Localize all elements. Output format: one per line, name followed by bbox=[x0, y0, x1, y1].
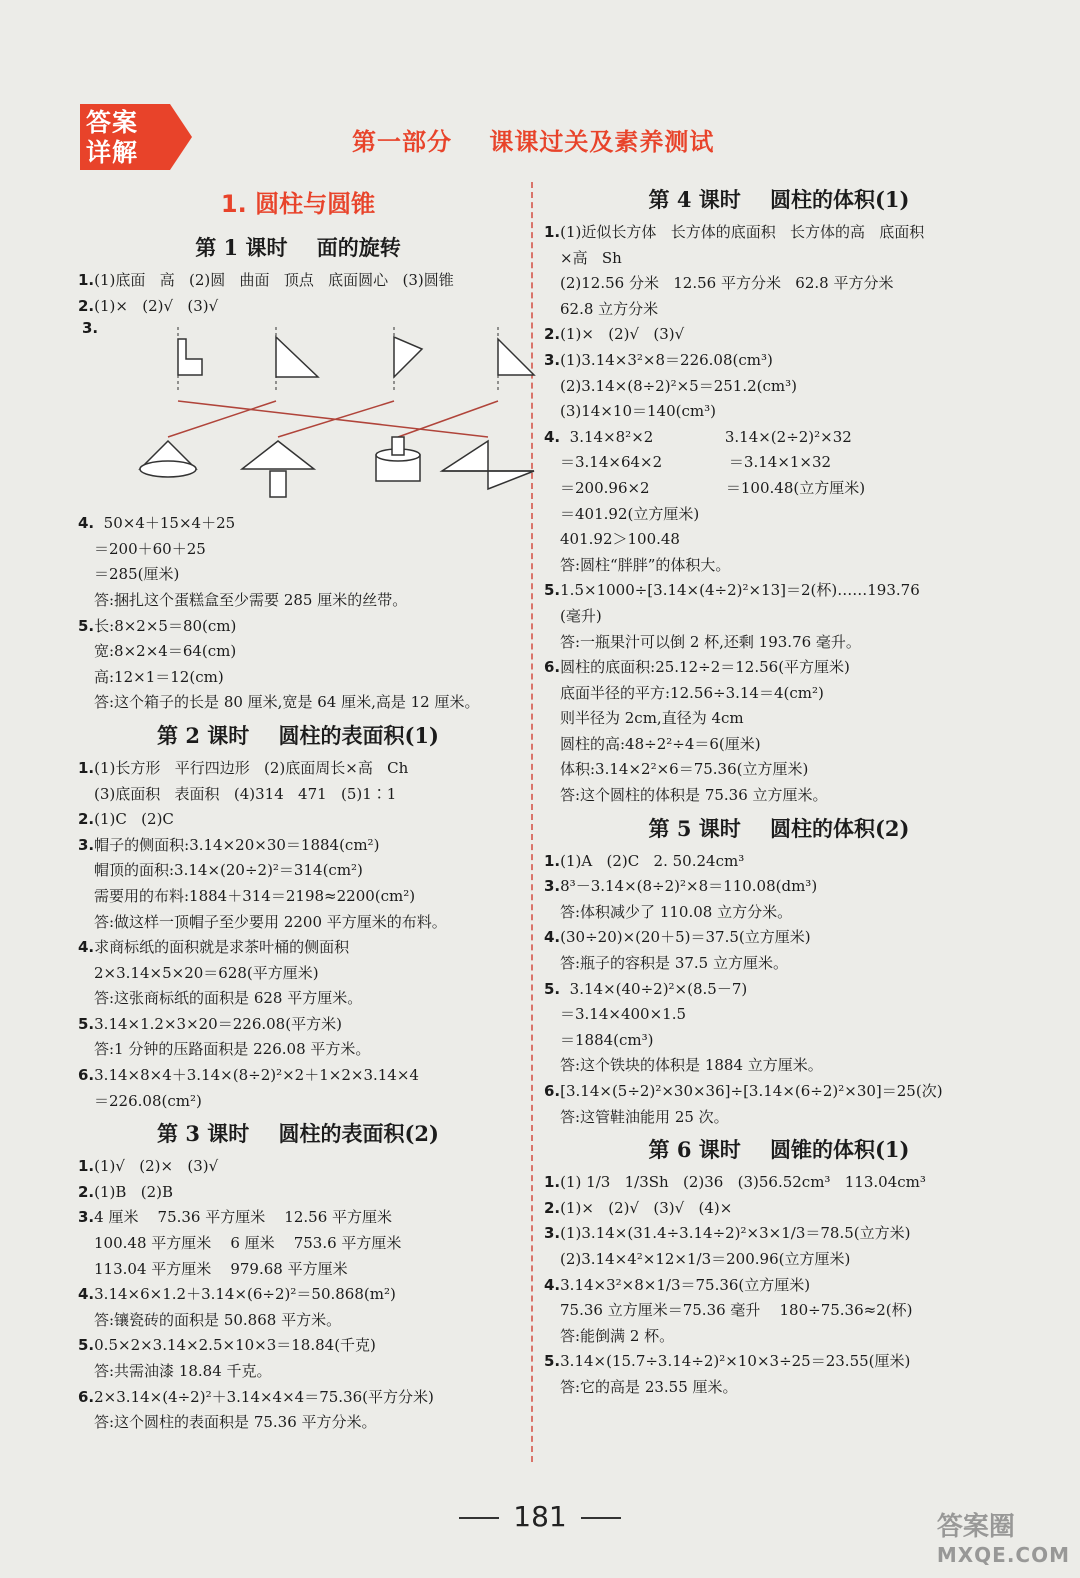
answer-text: 2×3.14×(4÷2)²＋3.14×4×4＝75.36(平方分米) bbox=[94, 1387, 434, 1406]
answer-continuation bbox=[78, 690, 518, 716]
answer-text: (1)× (2)√ (3)√ (4)× bbox=[560, 1198, 733, 1217]
answer-text: 答:共需油漆 18.84 千克。 bbox=[94, 1362, 272, 1380]
badge-line-1: 答案 bbox=[86, 108, 139, 137]
answer-continuation bbox=[78, 1089, 518, 1115]
answer-text: 答:这管鞋油能用 25 次。 bbox=[560, 1107, 729, 1126]
question-number: 3. bbox=[78, 835, 95, 854]
question-number: 5. bbox=[544, 979, 561, 998]
answer-text: 8³－3.14×(8÷2)²×8＝110.08(dm³) bbox=[560, 877, 818, 896]
answer-continuation bbox=[544, 783, 1014, 809]
answer-line bbox=[544, 348, 1014, 374]
mushroom-stem bbox=[270, 471, 286, 497]
answer-continuation bbox=[544, 271, 1014, 297]
answer-continuation bbox=[544, 1324, 1014, 1350]
answer-text: ＝226.08(cm²) bbox=[94, 1091, 202, 1110]
answer-line bbox=[78, 935, 518, 961]
answer-text: 答:瓶子的容积是 37.5 立方厘米。 bbox=[560, 954, 788, 973]
answer-text: [3.14×(5÷2)²×30×36]÷[3.14×(6÷2)²×30]＝25(次) bbox=[560, 1082, 943, 1100]
answer-continuation bbox=[78, 782, 518, 808]
question-number: 5. bbox=[78, 1336, 95, 1355]
question-number: 5. bbox=[78, 1014, 95, 1033]
answer-continuation bbox=[544, 1028, 1014, 1054]
question-number: 5. bbox=[544, 581, 561, 600]
answer-continuation bbox=[544, 399, 1014, 425]
answer-text: ＝200＋60＋25 bbox=[94, 539, 206, 558]
l-shape-plane bbox=[178, 339, 202, 375]
answer-text: ＝200.96×2 ＝100.48(立方厘米) bbox=[560, 478, 866, 497]
answer-line bbox=[78, 294, 518, 320]
page-number-row bbox=[0, 1500, 1080, 1533]
answer-line bbox=[78, 1385, 518, 1411]
answer-line bbox=[78, 1205, 518, 1231]
answer-line bbox=[78, 756, 518, 782]
answer-continuation bbox=[544, 374, 1014, 400]
answer-text: 则半径为 2cm,直径为 4cm bbox=[560, 709, 744, 728]
answer-text: (1)C (2)C bbox=[94, 810, 174, 829]
answer-continuation bbox=[78, 1359, 518, 1385]
answer-line bbox=[544, 1196, 1014, 1222]
answer-line bbox=[544, 849, 1014, 875]
answer-text: (2)3.14×4²×12×1/3＝200.96(立方厘米) bbox=[560, 1249, 851, 1268]
question-number: 1. bbox=[78, 758, 95, 777]
answer-continuation bbox=[544, 630, 1014, 656]
answer-text: 宽:8×2×4＝64(cm) bbox=[94, 642, 237, 661]
answer-line bbox=[78, 268, 518, 294]
answer-line bbox=[544, 1079, 1014, 1105]
answer-text: (1)A (2)C 2. 50.24cm³ bbox=[560, 851, 745, 870]
question-number: 6. bbox=[544, 658, 561, 677]
answer-text: 1.5×1000÷[3.14×(4÷2)²×13]＝2(杯)……193.76 bbox=[560, 581, 920, 600]
answer-line bbox=[544, 977, 1014, 1003]
answer-line bbox=[78, 833, 518, 859]
question-number: 6. bbox=[78, 1387, 95, 1406]
question-number: 4. bbox=[78, 514, 95, 533]
match-line bbox=[178, 401, 488, 437]
answer-line bbox=[78, 1154, 518, 1180]
answer-continuation bbox=[544, 951, 1014, 977]
answer-line bbox=[78, 1012, 518, 1038]
answer-text: 75.36 立方厘米＝75.36 毫升 180÷75.36≈2(杯) bbox=[560, 1301, 913, 1320]
answer-text: 3.14×3²×8×1/3＝75.36(立方厘米) bbox=[560, 1275, 811, 1294]
answer-continuation bbox=[544, 246, 1014, 272]
answer-line bbox=[544, 655, 1014, 681]
answer-text: 100.48 平方厘米 6 厘米 753.6 平方厘米 bbox=[94, 1234, 402, 1253]
answer-continuation bbox=[544, 706, 1014, 732]
chapter-title: 1. 圆柱与圆锥 bbox=[220, 190, 376, 218]
question-number: 2. bbox=[78, 1182, 95, 1201]
answer-text: (1)长方形 平行四边形 (2)底面周长×高 Ch bbox=[94, 758, 409, 777]
answer-text: ＝401.92(立方厘米) bbox=[560, 504, 700, 523]
question-number: 1. bbox=[544, 851, 561, 870]
answer-continuation bbox=[544, 297, 1014, 323]
answer-text: 3.14×(15.7÷3.14÷2)²×10×3÷25＝23.55(厘米) bbox=[560, 1352, 911, 1371]
question-number: 6. bbox=[544, 1082, 561, 1100]
answer-line bbox=[78, 1180, 518, 1206]
answer-line bbox=[544, 1170, 1014, 1196]
answer-text: 答:这个铁块的体积是 1884 立方厘米。 bbox=[560, 1056, 823, 1075]
mushroom-cap bbox=[242, 441, 314, 469]
watermark-url: MXQE.COM bbox=[936, 1543, 1070, 1567]
question-number: 3. bbox=[544, 877, 561, 896]
answer-continuation bbox=[544, 1298, 1014, 1324]
answer-text: (1)底面 高 (2)圆 曲面 顶点 底面圆心 (3)圆锥 bbox=[94, 271, 454, 289]
lesson-title: 第 3 课时 圆柱的表面积(2) bbox=[157, 1121, 439, 1147]
answer-text: (1)× (2)√ (3)√ bbox=[560, 325, 685, 344]
answer-continuation bbox=[544, 1105, 1014, 1131]
answer-text: 4 厘米 75.36 平方厘米 12.56 平方厘米 bbox=[94, 1208, 393, 1227]
answer-text: 3.14×8²×2 3.14×(2÷2)²×32 bbox=[560, 427, 852, 446]
lesson-title: 第 6 课时 圆锥的体积(1) bbox=[648, 1137, 910, 1163]
question-number: 3. bbox=[82, 319, 99, 338]
answer-continuation bbox=[544, 1375, 1014, 1401]
answer-text: 底面半径的平方:12.56÷3.14＝4(cm²) bbox=[560, 683, 824, 702]
question-number: 4. bbox=[78, 1285, 95, 1304]
question-number: 5. bbox=[78, 616, 95, 635]
answer-text: 帽子的侧面积:3.14×20×30＝1884(cm²) bbox=[94, 835, 380, 854]
answer-text: ＝1884(cm³) bbox=[560, 1030, 654, 1049]
answer-continuation bbox=[544, 450, 1014, 476]
answer-continuation bbox=[78, 858, 518, 884]
answer-text: (2)12.56 分米 12.56 平方分米 62.8 平方分米 bbox=[560, 274, 894, 293]
answer-continuation bbox=[544, 604, 1014, 630]
answer-continuation bbox=[544, 553, 1014, 579]
answer-continuation bbox=[78, 961, 518, 987]
answer-continuation bbox=[78, 986, 518, 1012]
answer-continuation bbox=[78, 537, 518, 563]
answer-continuation bbox=[544, 1247, 1014, 1273]
answer-text: 答:镶瓷砖的面积是 50.868 平方米。 bbox=[94, 1310, 342, 1329]
answer-line bbox=[78, 511, 518, 537]
answer-line bbox=[544, 925, 1014, 951]
answer-line bbox=[78, 1063, 518, 1089]
question-number: 5. bbox=[544, 1352, 561, 1371]
answer-text: 答:体积减少了 110.08 立方分米。 bbox=[560, 902, 793, 921]
answer-badge bbox=[80, 104, 192, 170]
answer-text: 答:这个圆柱的体积是 75.36 立方厘米。 bbox=[560, 786, 828, 805]
answer-text: 答:这张商标纸的面积是 628 平方厘米。 bbox=[94, 989, 363, 1008]
answer-text: 2×3.14×5×20＝628(平方厘米) bbox=[94, 963, 319, 982]
answer-line bbox=[78, 1282, 518, 1308]
answer-text: 帽顶的面积:3.14×(20÷2)²＝314(cm²) bbox=[94, 861, 363, 880]
answer-continuation bbox=[544, 900, 1014, 926]
slant-triangle-plane bbox=[394, 337, 422, 377]
answer-text: ＝3.14×400×1.5 bbox=[560, 1005, 687, 1024]
cone-base bbox=[140, 461, 196, 477]
answer-line bbox=[544, 578, 1014, 604]
answer-continuation bbox=[78, 910, 518, 936]
rotation-diagram bbox=[122, 319, 552, 511]
answer-text: 3.14×6×1.2＋3.14×(6÷2)²＝50.868(m²) bbox=[94, 1285, 396, 1304]
question-number: 2. bbox=[544, 325, 561, 344]
answer-line bbox=[544, 425, 1014, 451]
answer-text: 长:8×2×5＝80(cm) bbox=[94, 616, 237, 635]
answer-text: 答:圆柱“胖胖”的体积大。 bbox=[560, 555, 731, 574]
answer-text: 答:能倒满 2 杯。 bbox=[560, 1326, 675, 1345]
answer-text: (1)× (2)√ (3)√ bbox=[94, 296, 219, 315]
question-number: 1. bbox=[544, 1173, 561, 1192]
right-triangle-plane bbox=[498, 339, 534, 375]
answer-text: (1)3.14×3²×8＝226.08(cm³) bbox=[560, 350, 773, 369]
answer-text: 3.14×1.2×3×20＝226.08(平方米) bbox=[94, 1014, 342, 1033]
question-number: 1. bbox=[78, 271, 95, 289]
answer-text: 需要用的布料:1884＋314＝2198≈2200(cm²) bbox=[94, 886, 416, 905]
match-line bbox=[278, 401, 394, 437]
answer-text: (3)14×10＝140(cm³) bbox=[560, 402, 716, 421]
question-number: 4. bbox=[544, 427, 561, 446]
question-number: 3. bbox=[544, 1224, 561, 1243]
lesson-title: 第 4 课时 圆柱的体积(1) bbox=[648, 187, 910, 212]
badge-line-2: 详解 bbox=[86, 138, 139, 167]
lesson-title: 第 1 课时 面的旋转 bbox=[195, 235, 401, 260]
answer-text: 3.14×(40÷2)²×(8.5－7) bbox=[560, 979, 748, 998]
answer-text: 体积:3.14×2²×6＝75.36(立方厘米) bbox=[560, 760, 809, 779]
answer-continuation bbox=[78, 639, 518, 665]
double-cone-solid bbox=[442, 441, 534, 489]
answer-text: 50×4＋15×4＋25 bbox=[94, 514, 236, 533]
answer-text: 圆柱的底面积:25.12÷2＝12.56(平方厘米) bbox=[560, 658, 850, 677]
cylinder-knob bbox=[392, 437, 404, 455]
answer-line bbox=[544, 322, 1014, 348]
answer-line bbox=[544, 1273, 1014, 1299]
answer-text: 答:一瓶果汁可以倒 2 杯,还剩 193.76 毫升。 bbox=[560, 632, 861, 651]
question-number: 3. bbox=[78, 1208, 95, 1227]
answer-text: 答:这个箱子的长是 80 厘米,宽是 64 厘米,高是 12 厘米。 bbox=[94, 693, 480, 712]
answer-text: (1)近似长方体 长方体的底面积 长方体的高 底面积 bbox=[560, 223, 925, 241]
lesson-title: 第 2 课时 圆柱的表面积(1) bbox=[157, 722, 439, 748]
answer-line bbox=[544, 1221, 1014, 1247]
answer-continuation bbox=[78, 1231, 518, 1257]
question-number: 6. bbox=[78, 1066, 95, 1085]
question-number: 1. bbox=[544, 223, 561, 241]
answer-continuation bbox=[544, 502, 1014, 528]
answer-text: (1)B (2)B bbox=[94, 1182, 173, 1201]
answer-text: 401.92＞100.48 bbox=[560, 530, 680, 549]
part-title: 第一部分 课课过关及素养测试 bbox=[352, 128, 715, 156]
answer-continuation bbox=[78, 1410, 518, 1436]
answer-continuation bbox=[544, 1002, 1014, 1028]
left-column bbox=[78, 180, 518, 1436]
answer-line bbox=[78, 1333, 518, 1359]
answer-text: (2)3.14×(8÷2)²×5＝251.2(cm³) bbox=[560, 376, 797, 395]
page-number: 181 bbox=[513, 1500, 567, 1533]
question-number: 4. bbox=[78, 938, 95, 957]
answer-text: 答:1 分钟的压路面积是 226.08 平方米。 bbox=[94, 1040, 371, 1059]
answer-continuation bbox=[544, 732, 1014, 758]
answer-continuation bbox=[78, 665, 518, 691]
answer-continuation bbox=[544, 527, 1014, 553]
answer-continuation bbox=[78, 1037, 518, 1063]
answer-continuation bbox=[544, 757, 1014, 783]
answer-continuation bbox=[78, 1257, 518, 1283]
answer-text: (1) 1/3 1/3Sh (2)36 (3)56.52cm³ 113.04cm³ bbox=[560, 1173, 926, 1192]
question-number: 4. bbox=[544, 928, 561, 947]
answer-text: ＝285(厘米) bbox=[94, 565, 180, 584]
question-number: 1. bbox=[78, 1157, 95, 1176]
rotation-matching-figure bbox=[82, 319, 518, 511]
answer-text: 答:捆扎这个蛋糕盒至少需要 285 厘米的丝带。 bbox=[94, 590, 408, 609]
question-number: 4. bbox=[544, 1275, 561, 1294]
right-column bbox=[544, 180, 1014, 1401]
answer-text: 答:它的高是 23.55 厘米。 bbox=[560, 1377, 738, 1396]
question-number: 3. bbox=[544, 350, 561, 369]
answer-text: (1)√ (2)× (3)√ bbox=[94, 1157, 219, 1176]
answer-continuation bbox=[78, 884, 518, 910]
answer-text: (1)3.14×(31.4÷3.14÷2)²×3×1/3＝78.5(立方米) bbox=[560, 1224, 911, 1243]
answer-text: 0.5×2×3.14×2.5×10×3＝18.84(千克) bbox=[94, 1336, 376, 1355]
answer-text: ＝3.14×64×2 ＝3.14×1×32 bbox=[560, 453, 832, 472]
question-number: 2. bbox=[78, 296, 95, 315]
answer-text: 圆柱的高:48÷2²÷4＝6(厘米) bbox=[560, 734, 761, 753]
answer-text: 3.14×8×4＋3.14×(8÷2)²×2＋1×2×3.14×4 bbox=[94, 1066, 419, 1085]
triangle-plane bbox=[276, 337, 318, 377]
answer-line bbox=[544, 1349, 1014, 1375]
answer-text: ×高 Sh bbox=[560, 248, 622, 267]
lesson-title: 第 5 课时 圆柱的体积(2) bbox=[648, 815, 910, 841]
answer-text: 62.8 立方分米 bbox=[560, 299, 659, 318]
answer-continuation bbox=[78, 1308, 518, 1334]
question-number: 2. bbox=[78, 810, 95, 829]
answer-line bbox=[78, 614, 518, 640]
answer-text: 求商标纸的面积就是求茶叶桶的侧面积 bbox=[94, 938, 350, 957]
answer-line bbox=[78, 807, 518, 833]
answer-continuation bbox=[544, 476, 1014, 502]
answer-continuation bbox=[78, 562, 518, 588]
answer-line bbox=[544, 874, 1014, 900]
answer-text: 答:做这样一顶帽子至少要用 2200 平方厘米的布料。 bbox=[94, 912, 447, 931]
answer-text: 高:12×1＝12(cm) bbox=[94, 667, 224, 686]
answer-text: 答:这个圆柱的表面积是 75.36 平方分米。 bbox=[94, 1413, 377, 1432]
answer-text: (毫升) bbox=[560, 606, 602, 625]
answer-line bbox=[544, 220, 1014, 246]
answer-continuation bbox=[544, 681, 1014, 707]
answer-text: 113.04 平方厘米 979.68 平方厘米 bbox=[94, 1259, 348, 1278]
answer-continuation bbox=[544, 1053, 1014, 1079]
answer-text: (30÷20)×(20＋5)＝37.5(立方厘米) bbox=[560, 928, 811, 947]
watermark-logo-text: 答案圈 bbox=[936, 1512, 1015, 1542]
answer-text: (3)底面积 表面积 (4)314 471 (5)1∶1 bbox=[94, 784, 397, 803]
question-number: 2. bbox=[544, 1198, 561, 1217]
answer-continuation bbox=[78, 588, 518, 614]
watermark bbox=[937, 1506, 1070, 1567]
